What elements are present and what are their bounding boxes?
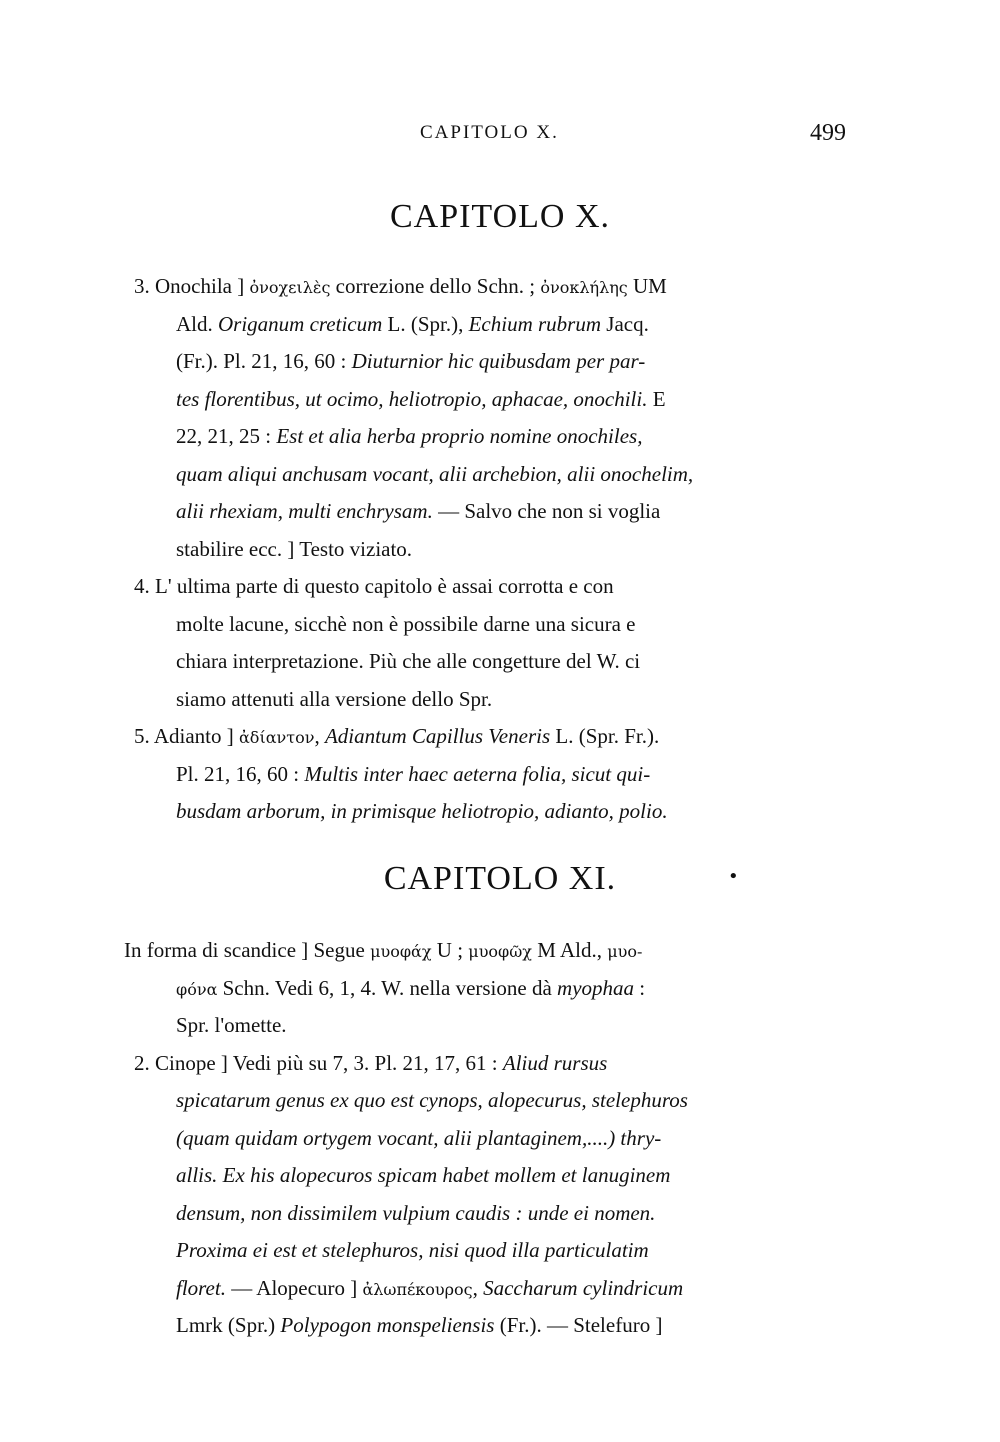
chapter-10-notes (0, 268, 1000, 831)
latin-quotation: floret. (176, 1275, 226, 1300)
text-line (0, 1157, 1000, 1195)
running-header (0, 120, 1000, 150)
text-line (0, 1232, 1000, 1270)
latin-quotation: Est et alia herba proprio nomine onochiles, (276, 424, 643, 448)
latin-quotation: alii rhexiam, multi enchrysam. (176, 499, 433, 523)
latin-quotation: Proxima ei est et stelephuros, nisi quod illa particulatim (176, 1238, 649, 1262)
note-text: , (472, 1275, 484, 1300)
note-text: — Alopecuro ] (225, 1275, 363, 1300)
note-text: Schn. Vedi 6, 1, 4. W. nella versione dà (217, 975, 558, 1000)
latin-quotation: allis. Ex his alopecuros spicam habet mollem et lanuginem (176, 1163, 671, 1187)
text-line (0, 681, 1000, 719)
text-line (0, 606, 1000, 644)
note-text: (Fr.). — Stelefuro ] (494, 1313, 663, 1337)
text-line (0, 643, 1000, 681)
note-text: In forma di scandice ] Segue (124, 938, 371, 962)
note-entry (0, 718, 1000, 831)
latin-quotation: spicatarum genus ex quo est cynops, alopecurus, stelephuros (176, 1088, 688, 1112)
text-line (0, 1307, 1000, 1345)
note-text: correzione dello Schn. ; (330, 274, 541, 298)
text-line (0, 268, 1000, 306)
latin-quotation: (quam quidam ortygem vocant, alii plantaginem,....) thry- (176, 1125, 662, 1150)
note-text: Lmrk (Spr.) (176, 1313, 281, 1337)
note-text: Ald. (176, 311, 218, 336)
note-text: 22, 21, 25 : (176, 424, 277, 448)
text-line (0, 456, 1000, 494)
text-line (0, 718, 1000, 756)
note-text: (Fr.). Pl. 21, 16, 60 : (176, 349, 352, 373)
text-line (0, 381, 1000, 419)
latin-quotation: Aliud rursus (502, 1050, 608, 1075)
note-text: Pl. 21, 16, 60 : (176, 761, 305, 786)
latin-quotation: densum, non dissimilem vulpium caudis : unde ei nomen. (176, 1200, 656, 1225)
note-text: Jacq. (601, 311, 649, 336)
text-line (0, 756, 1000, 794)
running-title: CAPITOLO X. (420, 122, 559, 143)
greek-term: μυο- (607, 942, 643, 961)
latin-quotation: Origanum creticum (218, 311, 383, 336)
greek-term: μυοφάχ (370, 942, 432, 961)
note-text: L. (Spr.), (382, 311, 469, 336)
text-line (0, 568, 1000, 606)
note-text: : (634, 975, 646, 1000)
text-line (0, 1045, 1000, 1083)
latin-quotation: Polypogon monspeliensis (280, 1313, 495, 1337)
page-number: 499 (810, 120, 846, 146)
chapter-heading-11: CAPITOLO XI. (383, 860, 617, 897)
note-entry (0, 568, 1000, 718)
text-line (0, 1007, 1000, 1045)
note-entry (0, 268, 1000, 568)
note-text: E (647, 386, 666, 411)
latin-quotation: Saccharum cylindricum (483, 1275, 684, 1300)
text-line (0, 793, 1000, 831)
latin-quotation: myophaa (557, 975, 635, 1000)
note-text: — Salvo che non si voglia (432, 499, 661, 523)
note-text: molte lacune, sicchè non è possibile darne una sicura e (176, 611, 636, 636)
text-line (0, 1270, 1000, 1308)
latin-quotation: tes florentibus, ut ocimo, heliotropio, aphacae, onochili. (176, 386, 648, 411)
text-line (0, 970, 1000, 1008)
text-line (0, 1082, 1000, 1120)
note-text: 5. Adianto ] (134, 724, 239, 748)
note-text: 4. L' ultima parte di questo capitolo è assai corrotta e con (134, 574, 614, 598)
text-line (0, 343, 1000, 381)
note-text: chiara interpretazione. Più che alle congetture del W. ci (176, 649, 641, 673)
stray-mark: • (728, 866, 739, 887)
note-text: Spr. l'omette. (176, 1013, 287, 1037)
text-line (0, 1120, 1000, 1158)
note-text: UM (627, 274, 667, 298)
greek-term: μυοφῶχ (468, 942, 532, 961)
note-entry (0, 1045, 1000, 1345)
note-text: 2. Cinope ] Vedi più su 7, 3. Pl. 21, 17, 61 : (134, 1050, 503, 1075)
greek-term: φόνα (176, 979, 218, 999)
text-line (0, 531, 1000, 569)
note-text: L. (Spr. Fr.). (550, 724, 660, 748)
greek-term: ὀνοχειλὲς (249, 278, 331, 297)
chapter-heading-10: CAPITOLO X. (389, 198, 611, 235)
latin-quotation: quam aliqui anchusam vocant, alii archebion, alii onochelim, (176, 461, 694, 486)
greek-term: ἀλωπέκουρος (362, 1279, 473, 1299)
latin-quotation: Diuturnior hic quibusdam per par- (351, 349, 646, 373)
text-line (0, 306, 1000, 344)
note-text: siamo attenuti alla versione dello Spr. (176, 686, 493, 711)
text-line (0, 932, 1000, 970)
note-entry (0, 932, 1000, 1045)
text-line (0, 493, 1000, 531)
greek-term: ἀδίαντον (239, 728, 315, 747)
note-text: U ; (431, 938, 469, 962)
greek-term: ὀνοκλήλης (540, 278, 628, 297)
latin-quotation: busdam arborum, in primisque heliotropio, adianto, polio. (176, 799, 668, 823)
note-text: 3. Onochila ] (134, 274, 250, 298)
latin-quotation: Multis inter haec aeterna folia, sicut qui- (304, 761, 651, 786)
text-line (0, 418, 1000, 456)
text-line (0, 1195, 1000, 1233)
latin-quotation: Adiantum Capillus Veneris (324, 724, 551, 748)
chapter-11-notes (0, 932, 1000, 1345)
latin-quotation: Echium rubrum (468, 311, 602, 336)
note-text: , (314, 724, 325, 748)
note-text: M Ald., (532, 938, 608, 962)
note-text: stabilire ecc. ] Testo viziato. (176, 536, 413, 561)
